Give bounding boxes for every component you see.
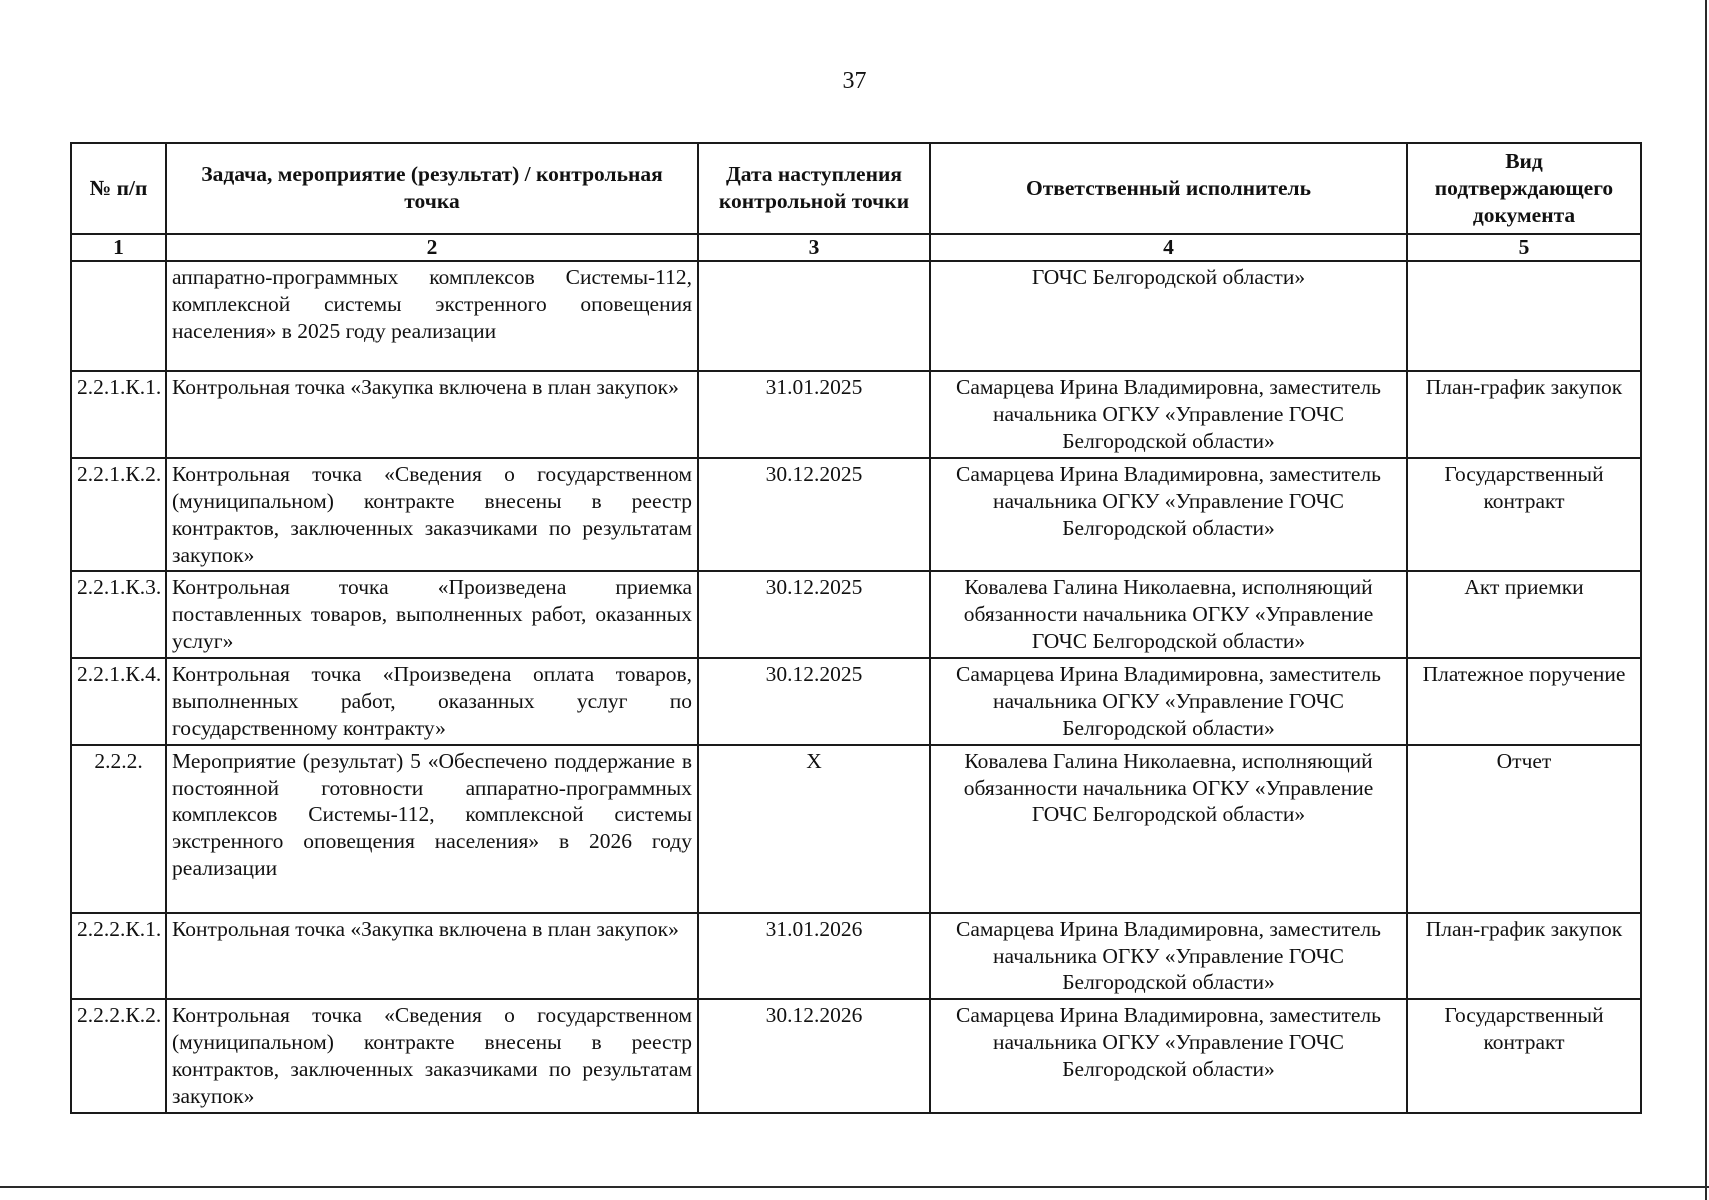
row-task: Контрольная точка «Закупка включена в план закупок» bbox=[166, 371, 698, 458]
column-index: 2 bbox=[166, 234, 698, 262]
row-number: 2.2.2.К.2. bbox=[71, 999, 166, 1113]
row-date: 30.12.2026 bbox=[698, 999, 930, 1113]
table-row bbox=[71, 745, 1641, 913]
row-responsible: Самарцева Ирина Владимировна, заместитель начальника ОГКУ «Управление ГОЧС Белгородской области» bbox=[930, 658, 1407, 745]
row-date: 31.01.2026 bbox=[698, 913, 930, 1000]
page-edge-right bbox=[1705, 0, 1707, 1200]
table-row bbox=[71, 458, 1641, 572]
column-index: 1 bbox=[71, 234, 166, 262]
row-number: 2.2.1.К.3. bbox=[71, 571, 166, 658]
row-document: Отчет bbox=[1407, 745, 1641, 913]
row-number: 2.2.1.К.1. bbox=[71, 371, 166, 458]
row-task: Контрольная точка «Произведена приемка поставленных товаров, выполненных работ, оказанных услуг» bbox=[166, 571, 698, 658]
row-document: Платежное поручение bbox=[1407, 658, 1641, 745]
row-task: Контрольная точка «Сведения о государственном (муниципальном) контракте внесены в реестр контрактов, заключенных заказчиками по результатам закупок» bbox=[166, 999, 698, 1113]
row-task: аппаратно-программных комплексов Системы-112, комплексной системы экстренного оповещения населения» в 2025 году реализации bbox=[166, 261, 698, 371]
row-task: Мероприятие (результат) 5 «Обеспечено поддержание в постоянной готовности аппаратно-программных комплексов Системы-112, комплексной системы экстренного оповещения населения» в 2026 году реализации bbox=[166, 745, 698, 913]
row-document: Акт приемки bbox=[1407, 571, 1641, 658]
row-number bbox=[71, 261, 166, 371]
row-responsible: Ковалева Галина Николаевна, исполняющий обязанности начальника ОГКУ «Управление ГОЧС Белгородской области» bbox=[930, 745, 1407, 913]
row-task: Контрольная точка «Закупка включена в план закупок» bbox=[166, 913, 698, 1000]
row-date: 30.12.2025 bbox=[698, 458, 930, 572]
header-date: Дата наступления контрольной точки bbox=[698, 143, 930, 234]
row-document: Государственный контракт bbox=[1407, 458, 1641, 572]
row-task: Контрольная точка «Произведена оплата товаров, выполненных работ, оказанных услуг по государственному контракту» bbox=[166, 658, 698, 745]
column-index: 5 bbox=[1407, 234, 1641, 262]
column-index: 4 bbox=[930, 234, 1407, 262]
column-index-row bbox=[71, 234, 1641, 262]
row-date bbox=[698, 261, 930, 371]
header-num: № п/п bbox=[71, 143, 166, 234]
header-responsible: Ответственный исполнитель bbox=[930, 143, 1407, 234]
page-edge-bottom bbox=[0, 1186, 1709, 1188]
row-responsible: Самарцева Ирина Владимировна, заместитель начальника ОГКУ «Управление ГОЧС Белгородской области» bbox=[930, 458, 1407, 572]
row-responsible: ГОЧС Белгородской области» bbox=[930, 261, 1407, 371]
table-row bbox=[71, 913, 1641, 1000]
row-date: 30.12.2025 bbox=[698, 571, 930, 658]
row-responsible: Ковалева Галина Николаевна, исполняющий обязанности начальника ОГКУ «Управление ГОЧС Белгородской области» bbox=[930, 571, 1407, 658]
row-date: 30.12.2025 bbox=[698, 658, 930, 745]
row-document: План-график закупок bbox=[1407, 371, 1641, 458]
row-number: 2.2.2.К.1. bbox=[71, 913, 166, 1000]
table-row bbox=[71, 261, 1641, 371]
row-responsible: Самарцева Ирина Владимировна, заместитель начальника ОГКУ «Управление ГОЧС Белгородской области» bbox=[930, 999, 1407, 1113]
table-row bbox=[71, 571, 1641, 658]
table-row bbox=[71, 371, 1641, 458]
row-document bbox=[1407, 261, 1641, 371]
row-document: Государственный контракт bbox=[1407, 999, 1641, 1113]
row-responsible: Самарцева Ирина Владимировна, заместитель начальника ОГКУ «Управление ГОЧС Белгородской области» bbox=[930, 371, 1407, 458]
table-row bbox=[71, 999, 1641, 1113]
row-date: 31.01.2025 bbox=[698, 371, 930, 458]
table-row bbox=[71, 658, 1641, 745]
row-date: Х bbox=[698, 745, 930, 913]
control-points-table bbox=[70, 142, 1642, 1114]
row-responsible: Самарцева Ирина Владимировна, заместитель начальника ОГКУ «Управление ГОЧС Белгородской области» bbox=[930, 913, 1407, 1000]
header-task: Задача, мероприятие (результат) / контрольная точка bbox=[166, 143, 698, 234]
row-number: 2.2.1.К.2. bbox=[71, 458, 166, 572]
row-number: 2.2.2. bbox=[71, 745, 166, 913]
column-index: 3 bbox=[698, 234, 930, 262]
table-header-row bbox=[71, 143, 1641, 234]
row-task: Контрольная точка «Сведения о государственном (муниципальном) контракте внесены в реестр контрактов, заключенных заказчиками по результатам закупок» bbox=[166, 458, 698, 572]
page-number: 37 bbox=[842, 68, 867, 94]
row-number: 2.2.1.К.4. bbox=[71, 658, 166, 745]
header-doc: Вид подтверждающего документа bbox=[1407, 143, 1641, 234]
row-document: План-график закупок bbox=[1407, 913, 1641, 1000]
